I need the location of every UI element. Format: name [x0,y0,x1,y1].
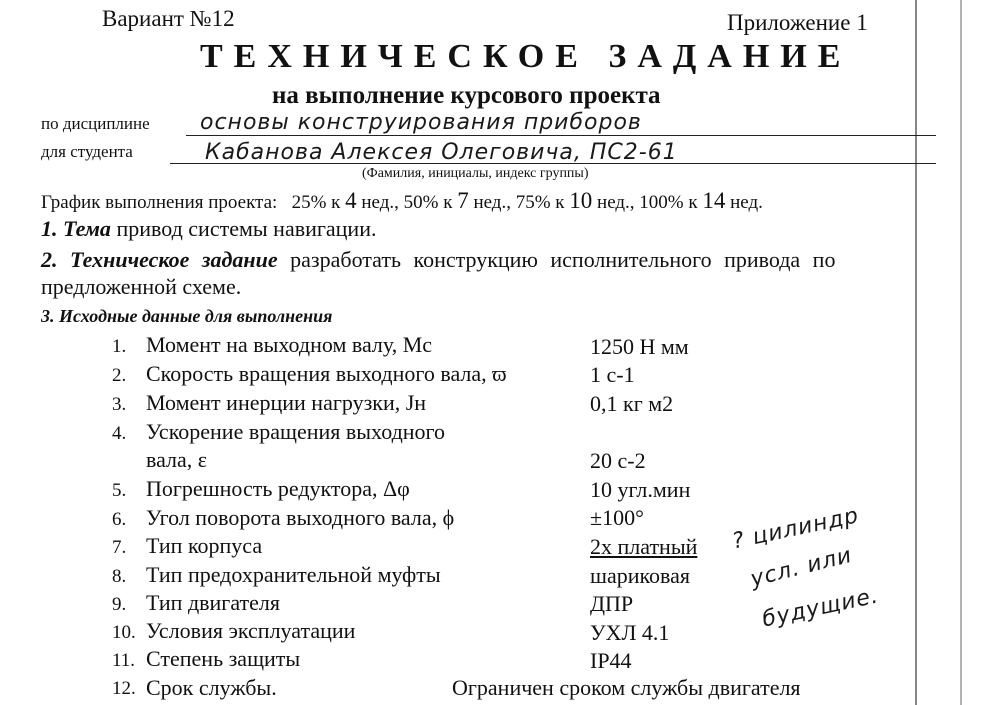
student-underline [170,163,936,164]
variant-label: Вариант №12 [102,6,235,31]
list-item-number: 11. [112,650,136,671]
list-item-value: Ограничен сроком службы двигателя [452,675,801,700]
list-item-number: 4. [112,423,127,444]
list-item-value: 0,1 кг м2 [590,391,674,416]
list-item-value: 10 угл.мин [590,477,691,502]
student-hint: (Фамилия, инициалы, индекс группы) [362,166,589,181]
page-title: ТЕХНИЧЕСКОЕ ЗАДАНИЕ [200,38,852,75]
student-value: Кабанова Алексея Олеговича, ПС2-61 [205,140,678,165]
handwritten-annotation-line3: будущие. [760,583,881,633]
list-item-number: 2. [112,365,127,386]
schedule-p3: нед., 75% к [473,192,565,213]
list-item-number: 1. [112,336,127,357]
topic-row [41,216,376,242]
source-heading: 3. Исходные данные для выполнения [41,306,333,326]
task-line1: разработать конструкцию исполнительного привода по [290,247,836,272]
list-item-name: Скорость вращения выходного вала, ϖ [146,361,507,386]
scan-edge [915,0,917,705]
list-item-number: 9. [112,594,127,615]
page-subtitle: на выполнение курсового проекта [272,82,661,109]
topic-label: 1. Тема [41,216,111,241]
handwritten-annotation-line2: усл. или [748,542,855,593]
list-item-name: Срок службы. [146,675,277,700]
schedule-w1: 4 [345,188,357,213]
list-item-name: Тип предохранительной муфты [146,562,441,587]
schedule-p4: нед., 100% к [597,192,698,213]
schedule-row [41,188,763,214]
list-item-value: 2х платный [590,534,698,559]
list-item-value: 20 с-2 [590,448,646,473]
schedule-p2: нед., 50% к [361,192,453,213]
list-item-number: 5. [112,480,127,501]
appendix-label: Приложение 1 [727,10,868,35]
schedule-w3: 10 [569,188,593,213]
list-item-value: 1250 Н мм [590,334,689,359]
list-item-name: Погрешность редуктора, Δφ [146,476,410,501]
list-item-value: ±100° [590,505,644,530]
list-item-name: Момент на выходном валу, Mc [146,332,433,357]
list-item-name: Тип двигателя [146,590,280,615]
task-line2: предложенной схеме. [41,274,242,299]
list-item-number: 8. [112,566,127,587]
discipline-value: основы конструирования приборов [200,110,642,135]
schedule-w4: 14 [702,188,726,213]
schedule-label: График выполнения проекта: [41,192,278,213]
list-item-name: Тип корпуса [146,533,263,558]
list-item-number: 6. [112,509,127,530]
list-item-name: Момент инерции нагрузки, Jн [146,390,427,415]
task-row [41,247,835,273]
list-item-number: 10. [112,622,136,643]
list-item-number: 12. [112,678,136,699]
list-item-value: ДПР [590,591,634,616]
discipline-label: по дисциплине [41,114,150,133]
schedule-p5: нед. [730,192,763,213]
list-item-value: УХЛ 4.1 [590,620,670,645]
list-item-name: Угол поворота выходного вала, ϕ [146,505,455,530]
list-item-value: 1 с-1 [590,362,635,387]
discipline-underline [186,135,936,136]
list-item-name: Ускорение вращения выходного [146,419,446,444]
list-item-name-cont: вала, ε [146,447,208,472]
student-label: для студента [41,142,133,161]
list-item-number: 3. [112,394,127,415]
list-item-value: шариковая [590,563,691,588]
task-label: 2. Техническое задание [41,247,278,272]
scan-edge-dark [960,0,962,705]
schedule-p1: 25% к [291,192,341,213]
list-item-value: IP44 [590,648,632,673]
list-item-number: 7. [112,537,127,558]
schedule-w2: 7 [457,188,469,213]
handwritten-annotation-line1: ? цилиндр [730,503,862,555]
topic-text: привод системы навигации. [116,216,377,241]
list-item-name: Степень защиты [146,646,301,671]
list-item-name: Условия эксплуатации [146,618,356,643]
